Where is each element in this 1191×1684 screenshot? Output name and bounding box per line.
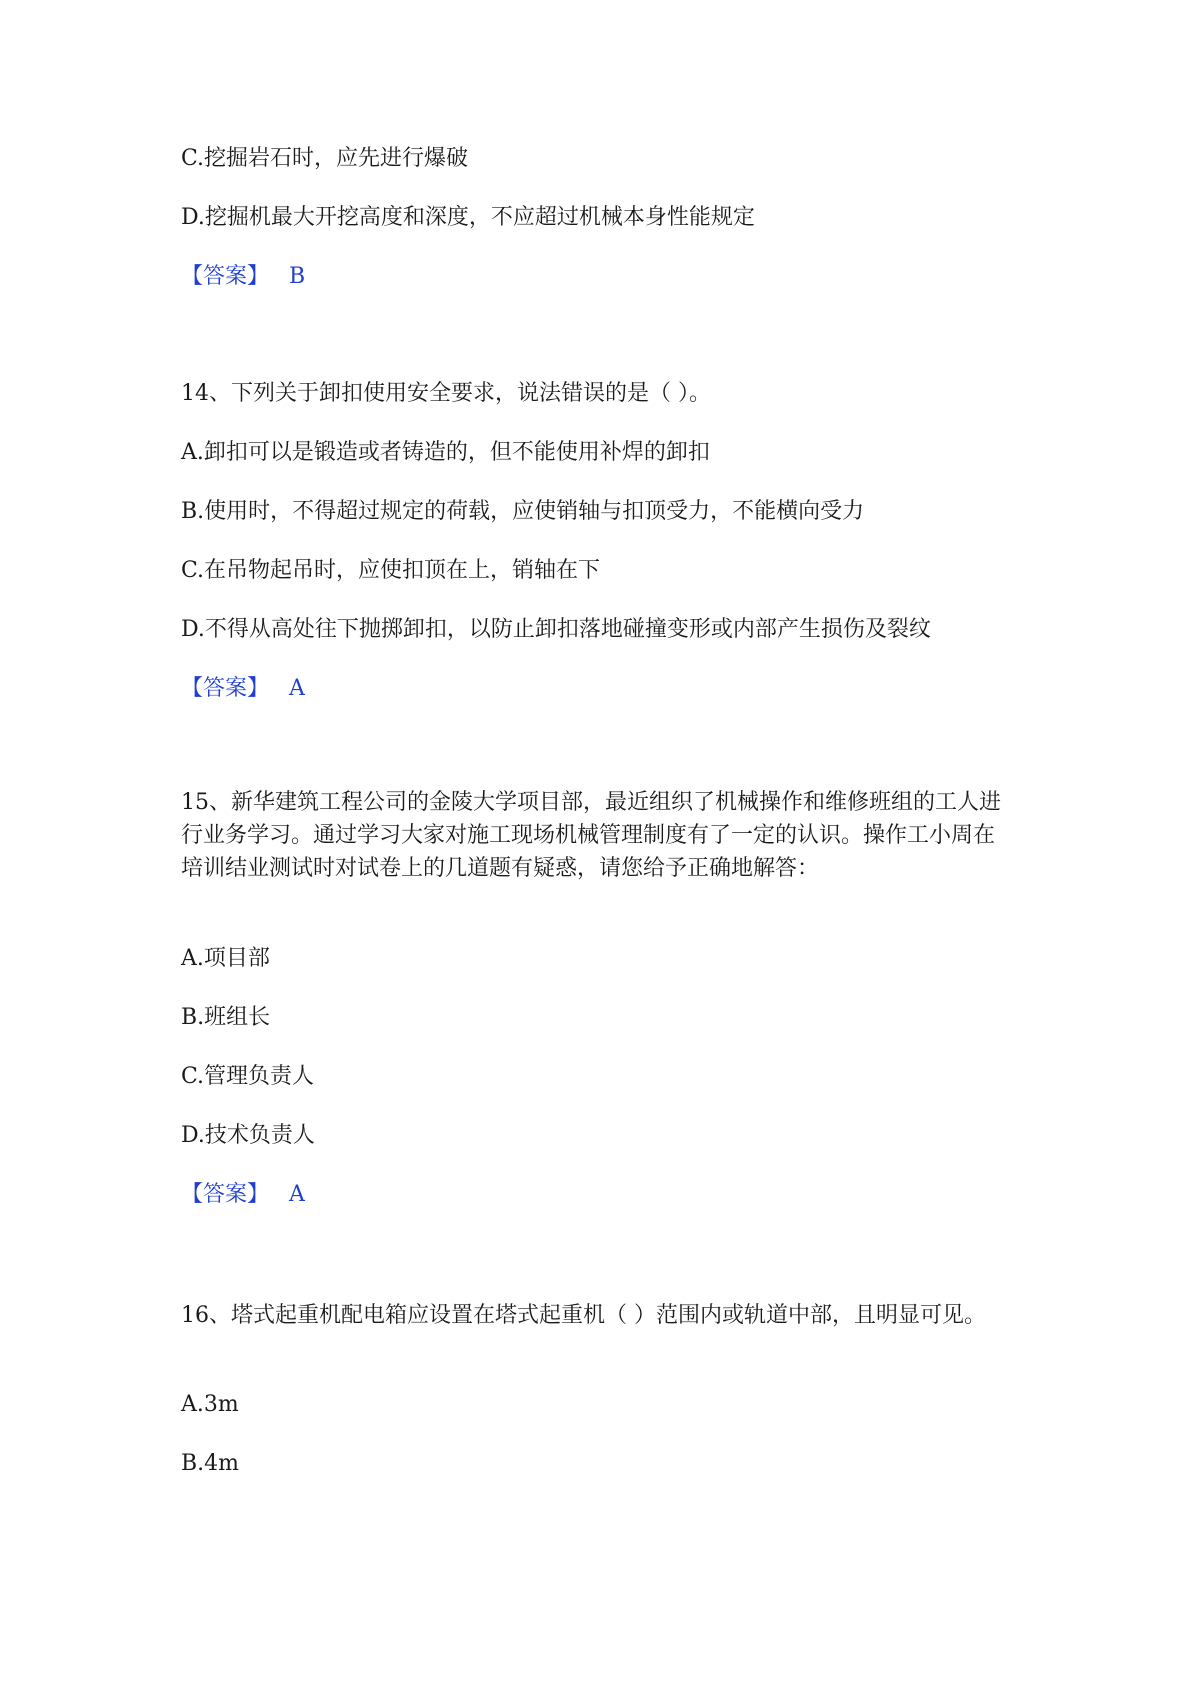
answer-label: 【答案】 [181,676,270,701]
q15-answer [181,1181,1041,1209]
answer-value: A [289,676,305,701]
q13-option-c: C.挖掘岩石时，应先进行爆破 [181,146,469,171]
answer-value: A [289,1182,305,1207]
q15-option-b: B.班组长 [181,1005,271,1030]
q14-option-c: C.在吊物起吊时，应使扣顶在上，销轴在下 [181,558,601,583]
q14-answer [181,675,1041,703]
q16-option-a: A.3m [181,1392,239,1417]
q14-option-a: A.卸扣可以是锻造或者铸造的，但不能使用补焊的卸扣 [181,440,710,465]
q15-option-d: D.技术负责人 [181,1123,315,1148]
answer-label: 【答案】 [181,1182,270,1207]
q13-answer [181,263,1041,291]
q15-stem: 15、新华建筑工程公司的金陵大学项目部，最近组织了机械操作和维修班组的工人进行业务学习。通过学习大家对施工现场机械管理制度有了一定的认识。操作工小周在培训结业测试时对试卷上的几道题有疑惑，请您给予正确地解答： [181,790,1001,881]
q15-option-a: A.项目部 [181,946,270,971]
answer-value: B [289,264,306,289]
q16-option-b: B.4m [181,1451,240,1476]
q14-option-b: B.使用时，不得超过规定的荷载，应使销轴与扣顶受力，不能横向受力 [181,499,865,524]
q14-stem: 14、下列关于卸扣使用安全要求，说法错误的是（ ）。 [181,381,711,406]
q16-stem: 16、塔式起重机配电箱应设置在塔式起重机（ ）范围内或轨道中部，且明显可见。 [181,1303,986,1328]
q14-option-d: D.不得从高处往下抛掷卸扣，以防止卸扣落地碰撞变形或内部产生损伤及裂纹 [181,617,931,642]
answer-label: 【答案】 [181,264,270,289]
q13-option-d: D.挖掘机最大开挖高度和深度，不应超过机械本身性能规定 [181,205,755,230]
q15-option-c: C.管理负责人 [181,1064,315,1089]
